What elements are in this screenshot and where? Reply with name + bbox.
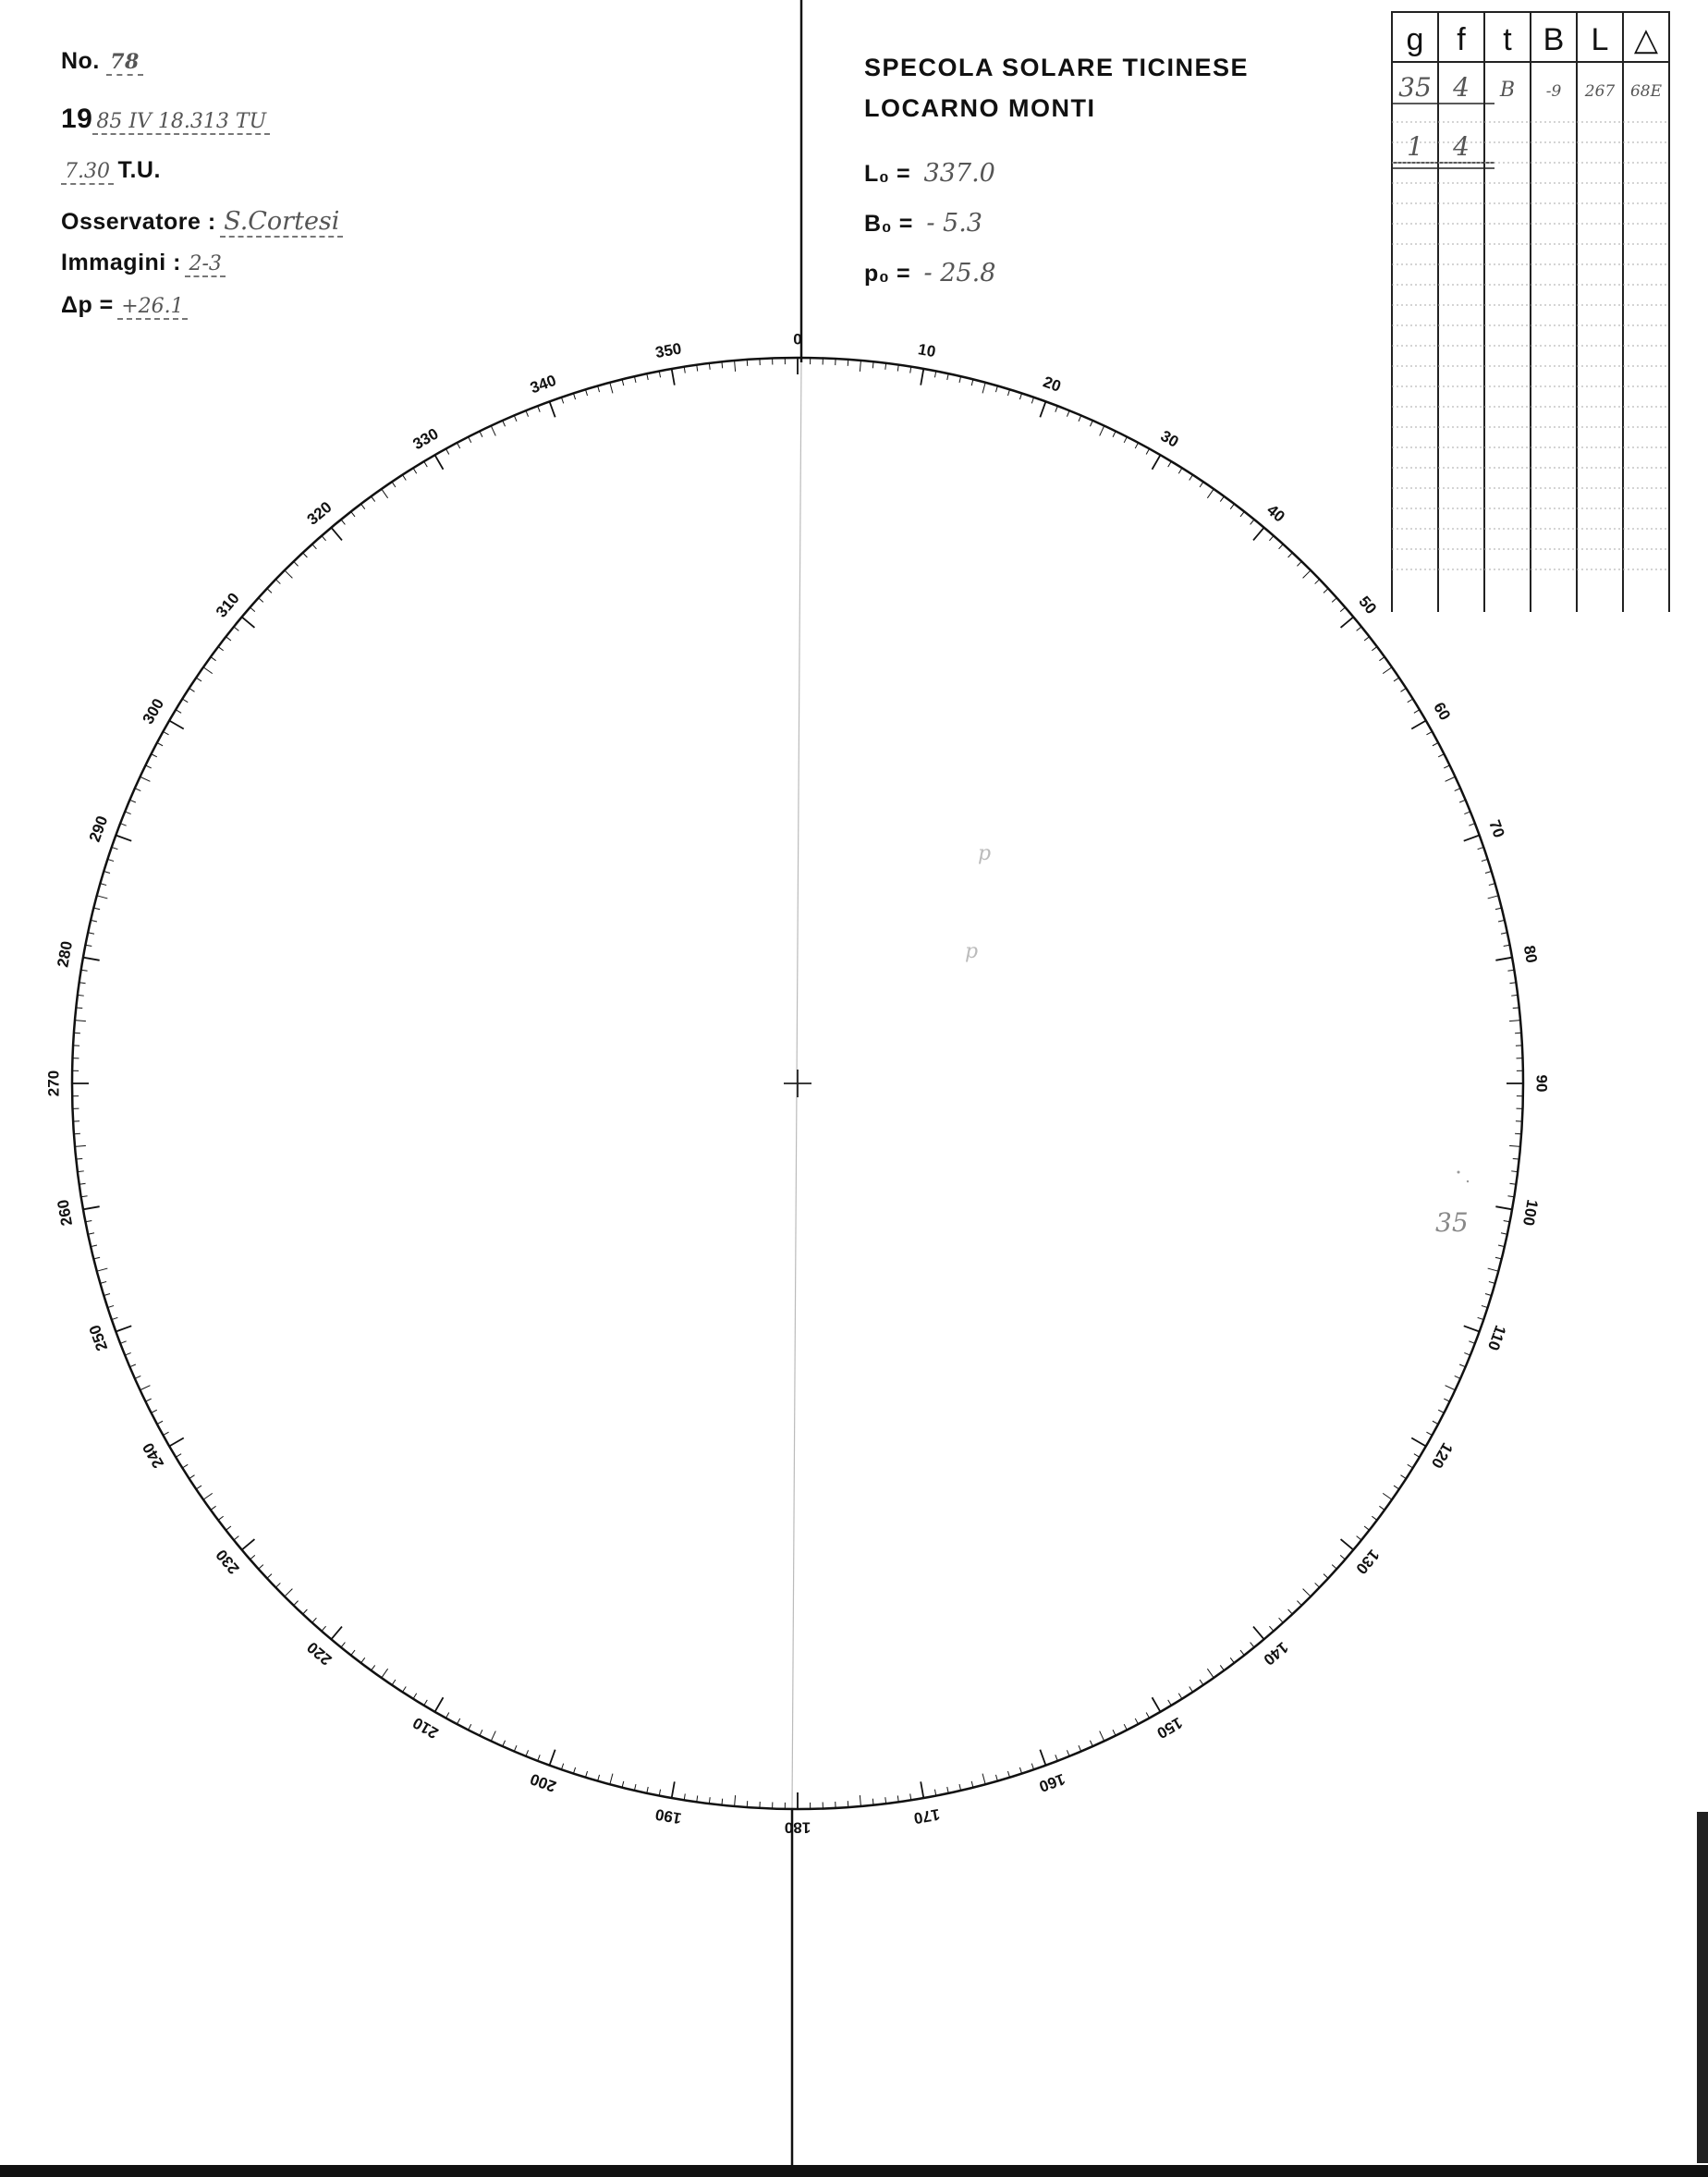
disk-degree-label: 160 [1036, 1769, 1068, 1796]
no-label: No. [61, 48, 100, 74]
disk-degree-label: 240 [139, 1439, 168, 1472]
disk-degree-label: 30 [1157, 426, 1182, 451]
disk-degree-label: 90 [1532, 1074, 1551, 1093]
central-meridian-line [792, 362, 801, 1810]
l0-label: L₀ = [864, 161, 911, 187]
dp-label: Δp = [61, 292, 114, 318]
disk-degree-label: 270 [44, 1070, 63, 1097]
disk-degree-label: 350 [653, 339, 683, 362]
table-cell: -9 [1545, 82, 1562, 101]
disk-mark-2: p [965, 940, 979, 963]
institute-location: LOCARNO MONTI [864, 94, 1096, 122]
disk-mark-1: p [978, 842, 992, 865]
disk-degree-label: 180 [784, 1818, 811, 1837]
table-cell: B [1499, 79, 1516, 102]
table-cell: 35 [1398, 72, 1432, 103]
disk-degree-label: 100 [1519, 1198, 1542, 1228]
b0-value: - 5.3 [926, 209, 982, 238]
table-header-cell: B [1543, 22, 1565, 57]
disk-degree-label: 190 [653, 1804, 683, 1828]
l0-value: 337.0 [923, 159, 995, 188]
group-number-label: 35 [1435, 1207, 1469, 1238]
disk-degree-label: 120 [1427, 1439, 1457, 1472]
disk-degree-label: 290 [85, 813, 112, 845]
disk-degree-label: 230 [212, 1546, 243, 1578]
disk-degree-label: 250 [85, 1322, 112, 1353]
sunspot-dots [1458, 1171, 1470, 1183]
table-header-cell: g [1406, 22, 1424, 57]
no-value: 78 [106, 50, 143, 76]
disk-degree-label: 110 [1483, 1323, 1510, 1353]
disk-degree-label: 280 [54, 939, 77, 969]
disk-degree-label: 320 [303, 497, 336, 529]
disk-degree-label: 80 [1519, 944, 1541, 965]
disk-degree-label: 260 [54, 1198, 77, 1228]
scan-bottom-edge [0, 2165, 1708, 2177]
images-label: Immagini : [61, 250, 182, 275]
b0-label: B₀ = [864, 211, 913, 237]
table-header-cell: t [1503, 22, 1512, 57]
disk-degree-label: 150 [1153, 1713, 1186, 1743]
p0-value: - 25.8 [923, 259, 996, 287]
date-value: 85 IV 18.313 TU [92, 110, 270, 135]
table-header-cell: L [1591, 22, 1609, 57]
disk-degree-label: 10 [916, 340, 937, 361]
scan-edge-strip [1697, 1812, 1708, 2163]
disk-degree-label: 140 [1260, 1638, 1292, 1669]
disk-degree-label: 130 [1352, 1546, 1384, 1578]
observer-value: S.Cortesi [220, 207, 343, 238]
disk-degree-label: 330 [409, 424, 442, 454]
disk-degree-label: 300 [139, 695, 168, 728]
table-cell: 4 [1453, 131, 1470, 162]
table-cell: 68E [1629, 82, 1663, 101]
center-cross [784, 1070, 811, 1097]
disk-degree-label: 0 [793, 330, 802, 349]
table-header-cell: f [1457, 22, 1466, 57]
disk-degree-label: 50 [1355, 593, 1381, 618]
disk-degree-label: 60 [1430, 699, 1455, 724]
table-header-cell: △ [1633, 22, 1659, 57]
time-unit: T.U. [117, 157, 161, 183]
institute-name: SPECOLA SOLARE TICINESE [864, 54, 1250, 81]
p0-label: p₀ = [864, 261, 911, 287]
disk-degree-label: 340 [528, 371, 559, 397]
disk-degree-label: 40 [1263, 500, 1288, 526]
table-cell: 267 [1584, 82, 1616, 101]
disk-degree-label: 170 [912, 1804, 942, 1828]
images-value: 2-3 [185, 252, 225, 277]
disk-degree-label: 310 [212, 589, 243, 621]
disk-degree-label: 210 [409, 1713, 442, 1743]
table-cell: 4 [1453, 72, 1470, 103]
disk-degree-label: 20 [1041, 373, 1064, 396]
disk-degree-label: 200 [528, 1769, 559, 1796]
disk-degree-label: 220 [303, 1638, 336, 1669]
observer-label: Osservatore : [61, 209, 216, 235]
date-prefix: 19 [61, 104, 93, 134]
disk-degree-label: 70 [1485, 817, 1508, 840]
time-value: 7.30 [61, 160, 114, 185]
dp-value: +26.1 [117, 295, 187, 320]
table-cell: 1 [1407, 131, 1423, 162]
